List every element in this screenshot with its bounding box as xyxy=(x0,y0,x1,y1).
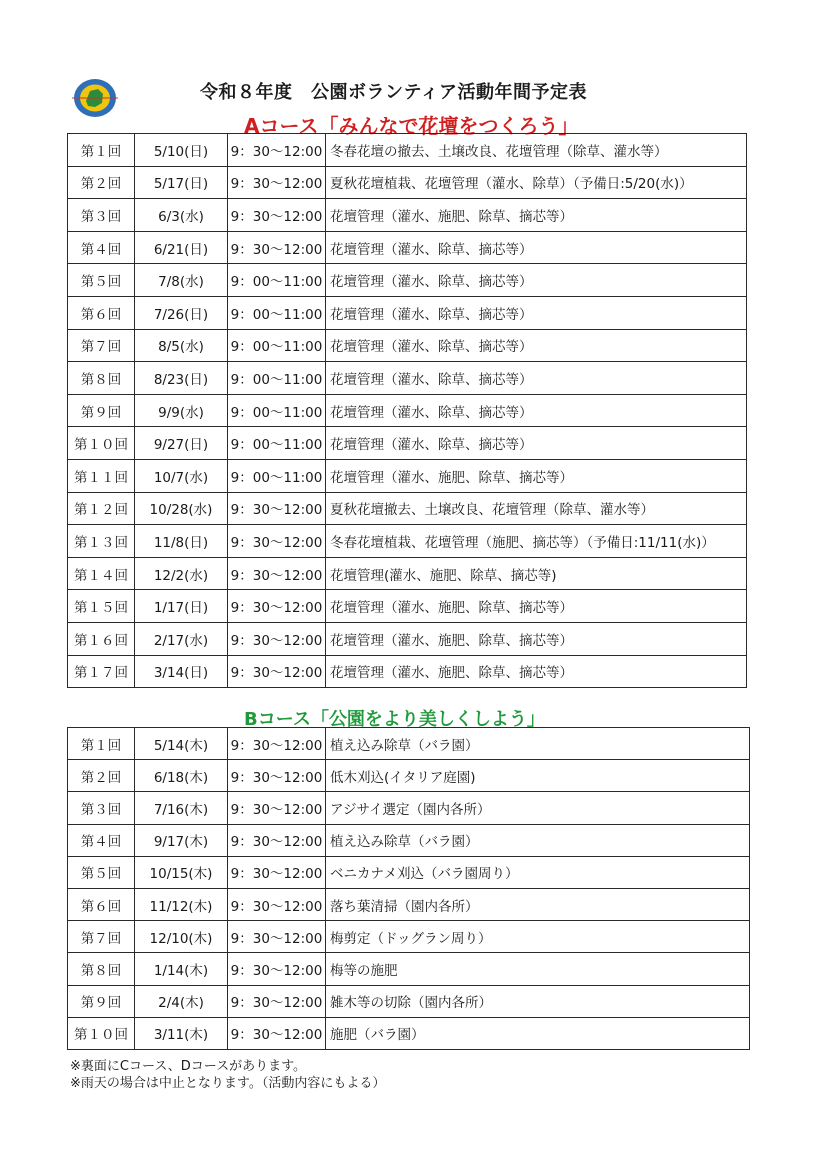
session-content: 花壇管理（灌水、除草、摘芯等） xyxy=(326,394,747,427)
session-number: 第４回 xyxy=(68,824,135,856)
session-time: 9：30〜12:00 xyxy=(228,953,326,985)
session-content: 落ち葉清掃（園内各所） xyxy=(326,888,750,920)
session-content: 梅等の施肥 xyxy=(326,953,750,985)
session-time: 9：00〜11:00 xyxy=(228,427,326,460)
session-number: 第６回 xyxy=(68,888,135,920)
session-number: 第１３回 xyxy=(68,525,135,558)
session-date: 8/23(日) xyxy=(135,362,228,395)
session-content: ベニカナメ刈込（バラ園周り） xyxy=(326,856,750,888)
session-content: 花壇管理（灌水、施肥、除草、摘芯等） xyxy=(326,590,747,623)
session-time: 9：30〜12:00 xyxy=(228,199,326,232)
table-row xyxy=(68,953,750,985)
table-row xyxy=(68,856,750,888)
session-number: 第１４回 xyxy=(68,557,135,590)
session-content: アジサイ選定（園内各所） xyxy=(326,792,750,824)
course-b-heading: Bコース「公園をより美しくしよう」 xyxy=(244,709,545,730)
course-b-schedule-table xyxy=(67,727,750,1050)
session-date: 9/9(水) xyxy=(135,394,228,427)
session-content: 花壇管理（灌水、除草、摘芯等） xyxy=(326,427,747,460)
session-date: 5/17(日) xyxy=(135,166,228,199)
session-date: 6/18(木) xyxy=(135,760,228,792)
session-date: 2/4(木) xyxy=(135,985,228,1017)
session-date: 5/10(日) xyxy=(135,134,228,167)
table-row xyxy=(68,985,750,1017)
session-number: 第５回 xyxy=(68,264,135,297)
session-number: 第３回 xyxy=(68,792,135,824)
course-a-heading: Aコース「みんなで花壇をつくろう」 xyxy=(244,114,579,138)
note-line: ※裏面にCコース、Dコースがあります。 xyxy=(70,1059,307,1074)
session-content: 花壇管理（灌水、施肥、除草、摘芯等） xyxy=(326,459,747,492)
table-row xyxy=(68,394,747,427)
session-date: 6/3(水) xyxy=(135,199,228,232)
table-row xyxy=(68,199,747,232)
table-row xyxy=(68,134,747,167)
session-content: 花壇管理（灌水、除草、摘芯等） xyxy=(326,362,747,395)
session-time: 9：30〜12:00 xyxy=(228,824,326,856)
session-date: 3/11(木) xyxy=(135,1017,228,1049)
session-number: 第９回 xyxy=(68,985,135,1017)
session-time: 9：30〜12:00 xyxy=(228,166,326,199)
session-date: 2/17(水) xyxy=(135,622,228,655)
session-content: 花壇管理（灌水、除草、摘芯等） xyxy=(326,231,747,264)
session-date: 10/28(水) xyxy=(135,492,228,525)
session-time: 9：00〜11:00 xyxy=(228,329,326,362)
table-row xyxy=(68,760,750,792)
session-time: 9：30〜12:00 xyxy=(228,134,326,167)
table-row xyxy=(68,590,747,623)
session-number: 第１回 xyxy=(68,134,135,167)
session-date: 7/8(水) xyxy=(135,264,228,297)
session-date: 8/5(水) xyxy=(135,329,228,362)
session-time: 9：00〜11:00 xyxy=(228,264,326,297)
session-time: 9：30〜12:00 xyxy=(228,985,326,1017)
session-content: 冬春花壇植栽、花壇管理（施肥、摘芯等）（予備日:11/11(水)） xyxy=(326,525,747,558)
session-number: 第７回 xyxy=(68,921,135,953)
page-title: 令和８年度 公園ボランティア活動年間予定表 xyxy=(200,82,588,103)
session-content: 梅剪定（ドッグラン周り） xyxy=(326,921,750,953)
session-number: 第２回 xyxy=(68,166,135,199)
session-content: 夏秋花壇植栽、花壇管理（灌水、除草）（予備日:5/20(水)） xyxy=(326,166,747,199)
session-time: 9：30〜12:00 xyxy=(228,921,326,953)
session-date: 7/16(木) xyxy=(135,792,228,824)
session-number: 第３回 xyxy=(68,199,135,232)
session-content: 施肥（バラ園） xyxy=(326,1017,750,1049)
session-content: 植え込み除草（バラ園） xyxy=(326,728,750,760)
table-row xyxy=(68,166,747,199)
note-line: ※雨天の場合は中止となります。（活動内容にもよる） xyxy=(70,1076,386,1091)
session-date: 12/10(木) xyxy=(135,921,228,953)
session-time: 9：00〜11:00 xyxy=(228,459,326,492)
session-number: 第６回 xyxy=(68,296,135,329)
session-number: 第１０回 xyxy=(68,1017,135,1049)
table-row xyxy=(68,1017,750,1049)
table-row xyxy=(68,427,747,460)
table-row xyxy=(68,459,747,492)
session-number: 第１回 xyxy=(68,728,135,760)
session-content: 低木刈込(イタリア庭園) xyxy=(326,760,750,792)
table-row xyxy=(68,231,747,264)
session-date: 1/17(日) xyxy=(135,590,228,623)
session-number: 第８回 xyxy=(68,953,135,985)
session-number: 第１７回 xyxy=(68,655,135,688)
session-date: 11/12(木) xyxy=(135,888,228,920)
session-date: 6/21(日) xyxy=(135,231,228,264)
notes xyxy=(70,1058,385,1092)
session-number: 第４回 xyxy=(68,231,135,264)
session-time: 9：30〜12:00 xyxy=(228,231,326,264)
table-row xyxy=(68,728,750,760)
session-date: 11/8(日) xyxy=(135,525,228,558)
session-time: 9：30〜12:00 xyxy=(228,525,326,558)
session-number: 第１６回 xyxy=(68,622,135,655)
session-date: 9/27(日) xyxy=(135,427,228,460)
session-date: 10/15(木) xyxy=(135,856,228,888)
session-time: 9：00〜11:00 xyxy=(228,394,326,427)
session-date: 3/14(日) xyxy=(135,655,228,688)
session-time: 9：30〜12:00 xyxy=(228,1017,326,1049)
session-date: 1/14(木) xyxy=(135,953,228,985)
session-time: 9：00〜11:00 xyxy=(228,296,326,329)
table-row xyxy=(68,525,747,558)
session-number: 第１２回 xyxy=(68,492,135,525)
session-number: 第１１回 xyxy=(68,459,135,492)
session-number: 第８回 xyxy=(68,362,135,395)
session-number: 第１５回 xyxy=(68,590,135,623)
session-time: 9：30〜12:00 xyxy=(228,856,326,888)
session-content: 夏秋花壇撤去、土壌改良、花壇管理（除草、灌水等） xyxy=(326,492,747,525)
session-date: 7/26(日) xyxy=(135,296,228,329)
table-row xyxy=(68,264,747,297)
session-time: 9：30〜12:00 xyxy=(228,590,326,623)
session-content: 花壇管理（灌水、除草、摘芯等） xyxy=(326,329,747,362)
table-row xyxy=(68,296,747,329)
session-content: 花壇管理（灌水、施肥、除草、摘芯等） xyxy=(326,199,747,232)
session-content: 冬春花壇の撤去、土壌改良、花壇管理（除草、灌水等） xyxy=(326,134,747,167)
session-date: 10/7(水) xyxy=(135,459,228,492)
table-row xyxy=(68,492,747,525)
session-content: 花壇管理（灌水、施肥、除草、摘芯等） xyxy=(326,622,747,655)
session-time: 9：30〜12:00 xyxy=(228,492,326,525)
session-number: 第１０回 xyxy=(68,427,135,460)
session-time: 9：30〜12:00 xyxy=(228,655,326,688)
session-content: 花壇管理（灌水、除草、摘芯等） xyxy=(326,264,747,297)
session-time: 9：30〜12:00 xyxy=(228,557,326,590)
session-time: 9：30〜12:00 xyxy=(228,622,326,655)
session-content: 雑木等の切除（園内各所） xyxy=(326,985,750,1017)
session-number: 第７回 xyxy=(68,329,135,362)
session-time: 9：30〜12:00 xyxy=(228,760,326,792)
table-row xyxy=(68,557,747,590)
session-content: 花壇管理(灌水、施肥、除草、摘芯等) xyxy=(326,557,747,590)
session-time: 9：30〜12:00 xyxy=(228,888,326,920)
course-a-schedule-table xyxy=(67,133,747,688)
table-row xyxy=(68,824,750,856)
session-time: 9：00〜11:00 xyxy=(228,362,326,395)
park-logo-icon xyxy=(72,77,118,119)
session-time: 9：30〜12:00 xyxy=(228,728,326,760)
table-row xyxy=(68,792,750,824)
session-date: 12/2(水) xyxy=(135,557,228,590)
table-row xyxy=(68,329,747,362)
session-date: 5/14(木) xyxy=(135,728,228,760)
table-row xyxy=(68,622,747,655)
session-number: 第９回 xyxy=(68,394,135,427)
session-date: 9/17(木) xyxy=(135,824,228,856)
table-row xyxy=(68,655,747,688)
session-number: 第２回 xyxy=(68,760,135,792)
table-row xyxy=(68,888,750,920)
session-time: 9：30〜12:00 xyxy=(228,792,326,824)
table-row xyxy=(68,921,750,953)
session-content: 花壇管理（灌水、除草、摘芯等） xyxy=(326,296,747,329)
session-number: 第５回 xyxy=(68,856,135,888)
session-content: 植え込み除草（バラ園） xyxy=(326,824,750,856)
session-content: 花壇管理（灌水、施肥、除草、摘芯等） xyxy=(326,655,747,688)
table-row xyxy=(68,362,747,395)
